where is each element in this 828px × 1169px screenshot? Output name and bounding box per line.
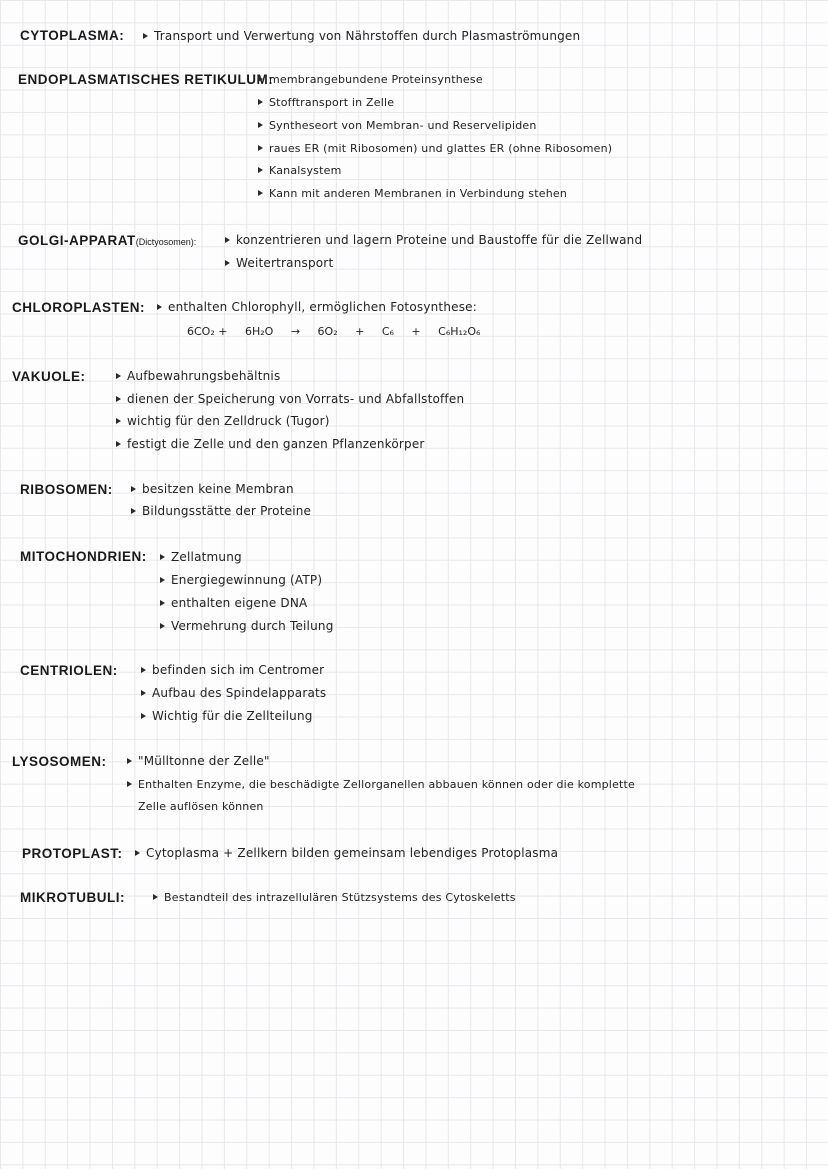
photosynthesis-formula: 6CO₂ + 6H₂O → 6O₂ + C₆ + C₆H₁₂O₆ [187,325,481,338]
heading-golgi: GOLGI-APPARAT(Dictyosomen): [18,233,197,248]
triangle-bullet-icon [127,781,132,787]
triangle-bullet-icon [258,99,263,105]
triangle-bullet-icon [131,486,136,492]
triangle-bullet-icon [116,418,121,424]
triangle-bullet-icon [258,145,263,151]
bullet-er-5: Kann mit anderen Membranen in Verbindung stehen [258,187,567,200]
bullet-ribosomen-1: Bildungsstätte der Proteine [131,504,311,518]
heading-lysosomen: LYSOSOMEN: [12,754,107,769]
bullet-centriolen-1: Aufbau des Spindelapparats [141,686,326,700]
triangle-bullet-icon [160,600,165,606]
triangle-bullet-icon [258,190,263,196]
bullet-mitochondrien-1: Energiegewinnung (ATP) [160,573,322,587]
triangle-bullet-icon [153,894,158,900]
bullet-vakuole-2: wichtig für den Zelldruck (Tugor) [116,414,330,428]
bullet-chloroplasten-0: enthalten Chlorophyll, ermöglichen Fotosynthese: [157,300,477,314]
triangle-bullet-icon [143,33,148,39]
bullet-vakuole-1: dienen der Speicherung von Vorrats- und Abfallstoffen [116,392,464,406]
triangle-bullet-icon [160,577,165,583]
heading-chloroplasten: CHLOROPLASTEN: [12,300,145,315]
bullet-centriolen-0: befinden sich im Centromer [141,663,324,677]
triangle-bullet-icon [258,167,263,173]
bullet-protoplast-0: Cytoplasma + Zellkern bilden gemeinsam lebendiges Protoplasma [135,846,558,860]
heading-mitochondrien: MITOCHONDRIEN: [20,549,147,564]
triangle-bullet-icon [157,304,162,310]
triangle-bullet-icon [135,850,140,856]
triangle-bullet-icon [225,260,230,266]
triangle-bullet-icon [116,373,121,379]
triangle-bullet-icon [160,554,165,560]
heading-cytoplasma: CYTOPLASMA: [20,28,125,43]
bullet-golgi-1: Weitertransport [225,256,333,270]
bullet-er-1: Stofftransport in Zelle [258,96,394,109]
bullet-vakuole-0: Aufbewahrungsbehältnis [116,369,280,383]
heading-protoplast: PROTOPLAST: [22,846,123,861]
heading-vakuole: VAKUOLE: [12,369,86,384]
triangle-bullet-icon [116,396,121,402]
bullet-mikrotubuli-0: Bestandteil des intrazellulären Stützsystems des Cytoskeletts [153,891,516,904]
bullet-mitochondrien-0: Zellatmung [160,550,242,564]
triangle-bullet-icon [225,237,230,243]
bullet-lysosomen-1: Enthalten Enzyme, die beschädigte Zellorganellen abbauen können oder die komplette [127,778,635,791]
bullet-mitochondrien-2: enthalten eigene DNA [160,596,307,610]
bullet-er-3: raues ER (mit Ribosomen) und glattes ER (ohne Ribosomen) [258,142,612,155]
triangle-bullet-icon [160,623,165,629]
triangle-bullet-icon [141,667,146,673]
bullet-er-2: Syntheseort von Membran- und Reservelipiden [258,119,537,132]
heading-mikrotubuli: MIKROTUBULI: [20,890,125,905]
triangle-bullet-icon [141,690,146,696]
triangle-bullet-icon [258,76,263,82]
triangle-bullet-icon [131,508,136,514]
triangle-bullet-icon [141,713,146,719]
bullet-er-0: membrangebundene Proteinsynthese [258,73,483,86]
bullet-er-4: Kanalsystem [258,164,342,177]
bullet-cytoplasma-0: Transport und Verwertung von Nährstoffen durch Plasmaströmungen [143,29,580,43]
triangle-bullet-icon [116,441,121,447]
bullet-golgi-0: konzentrieren und lagern Proteine und Baustoffe für die Zellwand [225,233,642,247]
bullet-vakuole-3: festigt die Zelle und den ganzen Pflanzenkörper [116,437,425,451]
bullet-ribosomen-0: besitzen keine Membran [131,482,294,496]
bullet-mitochondrien-3: Vermehrung durch Teilung [160,619,334,633]
triangle-bullet-icon [258,122,263,128]
bullet-centriolen-2: Wichtig für die Zellteilung [141,709,313,723]
heading-ribosomen: RIBOSOMEN: [20,482,113,497]
triangle-bullet-icon [127,758,132,764]
heading-centriolen: CENTRIOLEN: [20,663,118,678]
lysosomen-continuation: Zelle auflösen können [138,800,264,813]
heading-er: ENDOPLASMATISCHES RETIKULUM: [18,72,274,87]
bullet-lysosomen-0: "Mülltonne der Zelle" [127,754,270,768]
